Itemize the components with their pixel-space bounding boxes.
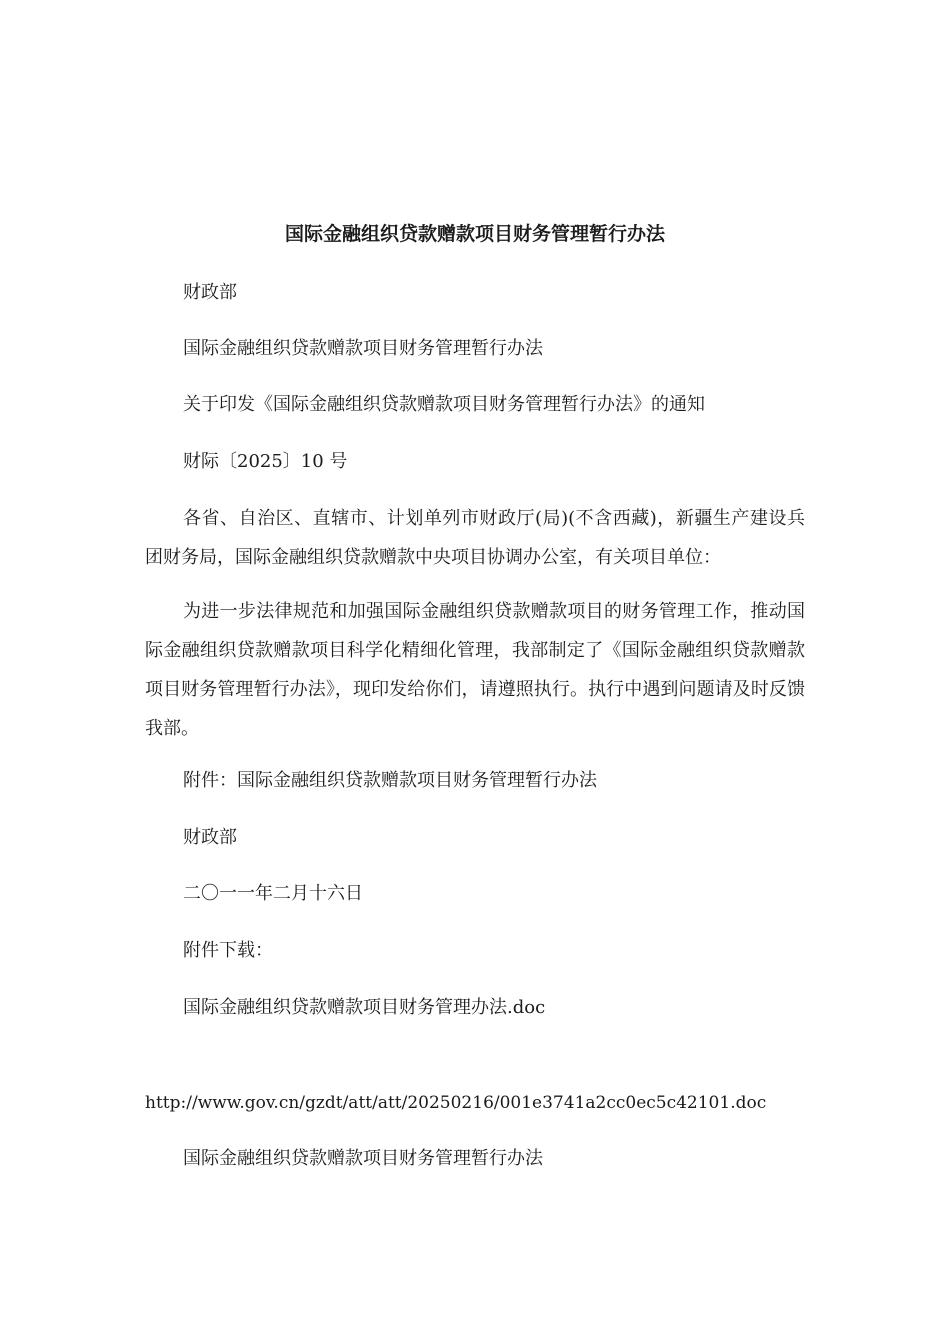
document-number: 财际〔2025〕10 号 [183, 451, 348, 472]
footer-title: 国际金融组织贷款赠款项目财务管理暂行办法 [183, 1148, 543, 1169]
download-label: 附件下载： [183, 940, 273, 961]
issuer-line: 财政部 [183, 282, 237, 303]
signature-line: 财政部 [183, 827, 237, 848]
body-paragraph: 为进一步法律规范和加强国际金融组织贷款赠款项目的财务管理工作，推动国际金融组织贷款赠款项目科学化精细化管理，我部制定了《国际金融组织贷款赠款项目财务管理暂行办法》，现印发给你们，请遵照执行。执行中遇到问题请及时反馈我部。 [145, 601, 805, 739]
document-title: 国际金融组织贷款赠款项目财务管理暂行办法 [284, 223, 665, 245]
date-line: 二〇一一年二月十六日 [183, 883, 363, 904]
download-file-link[interactable]: 国际金融组织贷款赠款项目财务管理办法.doc [183, 997, 546, 1018]
notice-title: 关于印发《国际金融组织贷款赠款项目财务管理暂行办法》的通知 [183, 394, 705, 415]
recipients-paragraph: 各省、自治区、直辖市、计划单列市财政厅(局)(不含西藏)，新疆生产建设兵团财务局，国际金融组织贷款赠款中央项目协调办公室，有关项目单位： [145, 508, 805, 568]
subtitle-line: 国际金融组织贷款赠款项目财务管理暂行办法 [183, 338, 543, 359]
download-url-link[interactable]: http://www.gov.cn/gzdt/att/att/20250216/001e3741a2cc0ec5c42101.doc [145, 1093, 767, 1113]
attachment-line: 附件：国际金融组织贷款赠款项目财务管理暂行办法 [183, 770, 597, 791]
